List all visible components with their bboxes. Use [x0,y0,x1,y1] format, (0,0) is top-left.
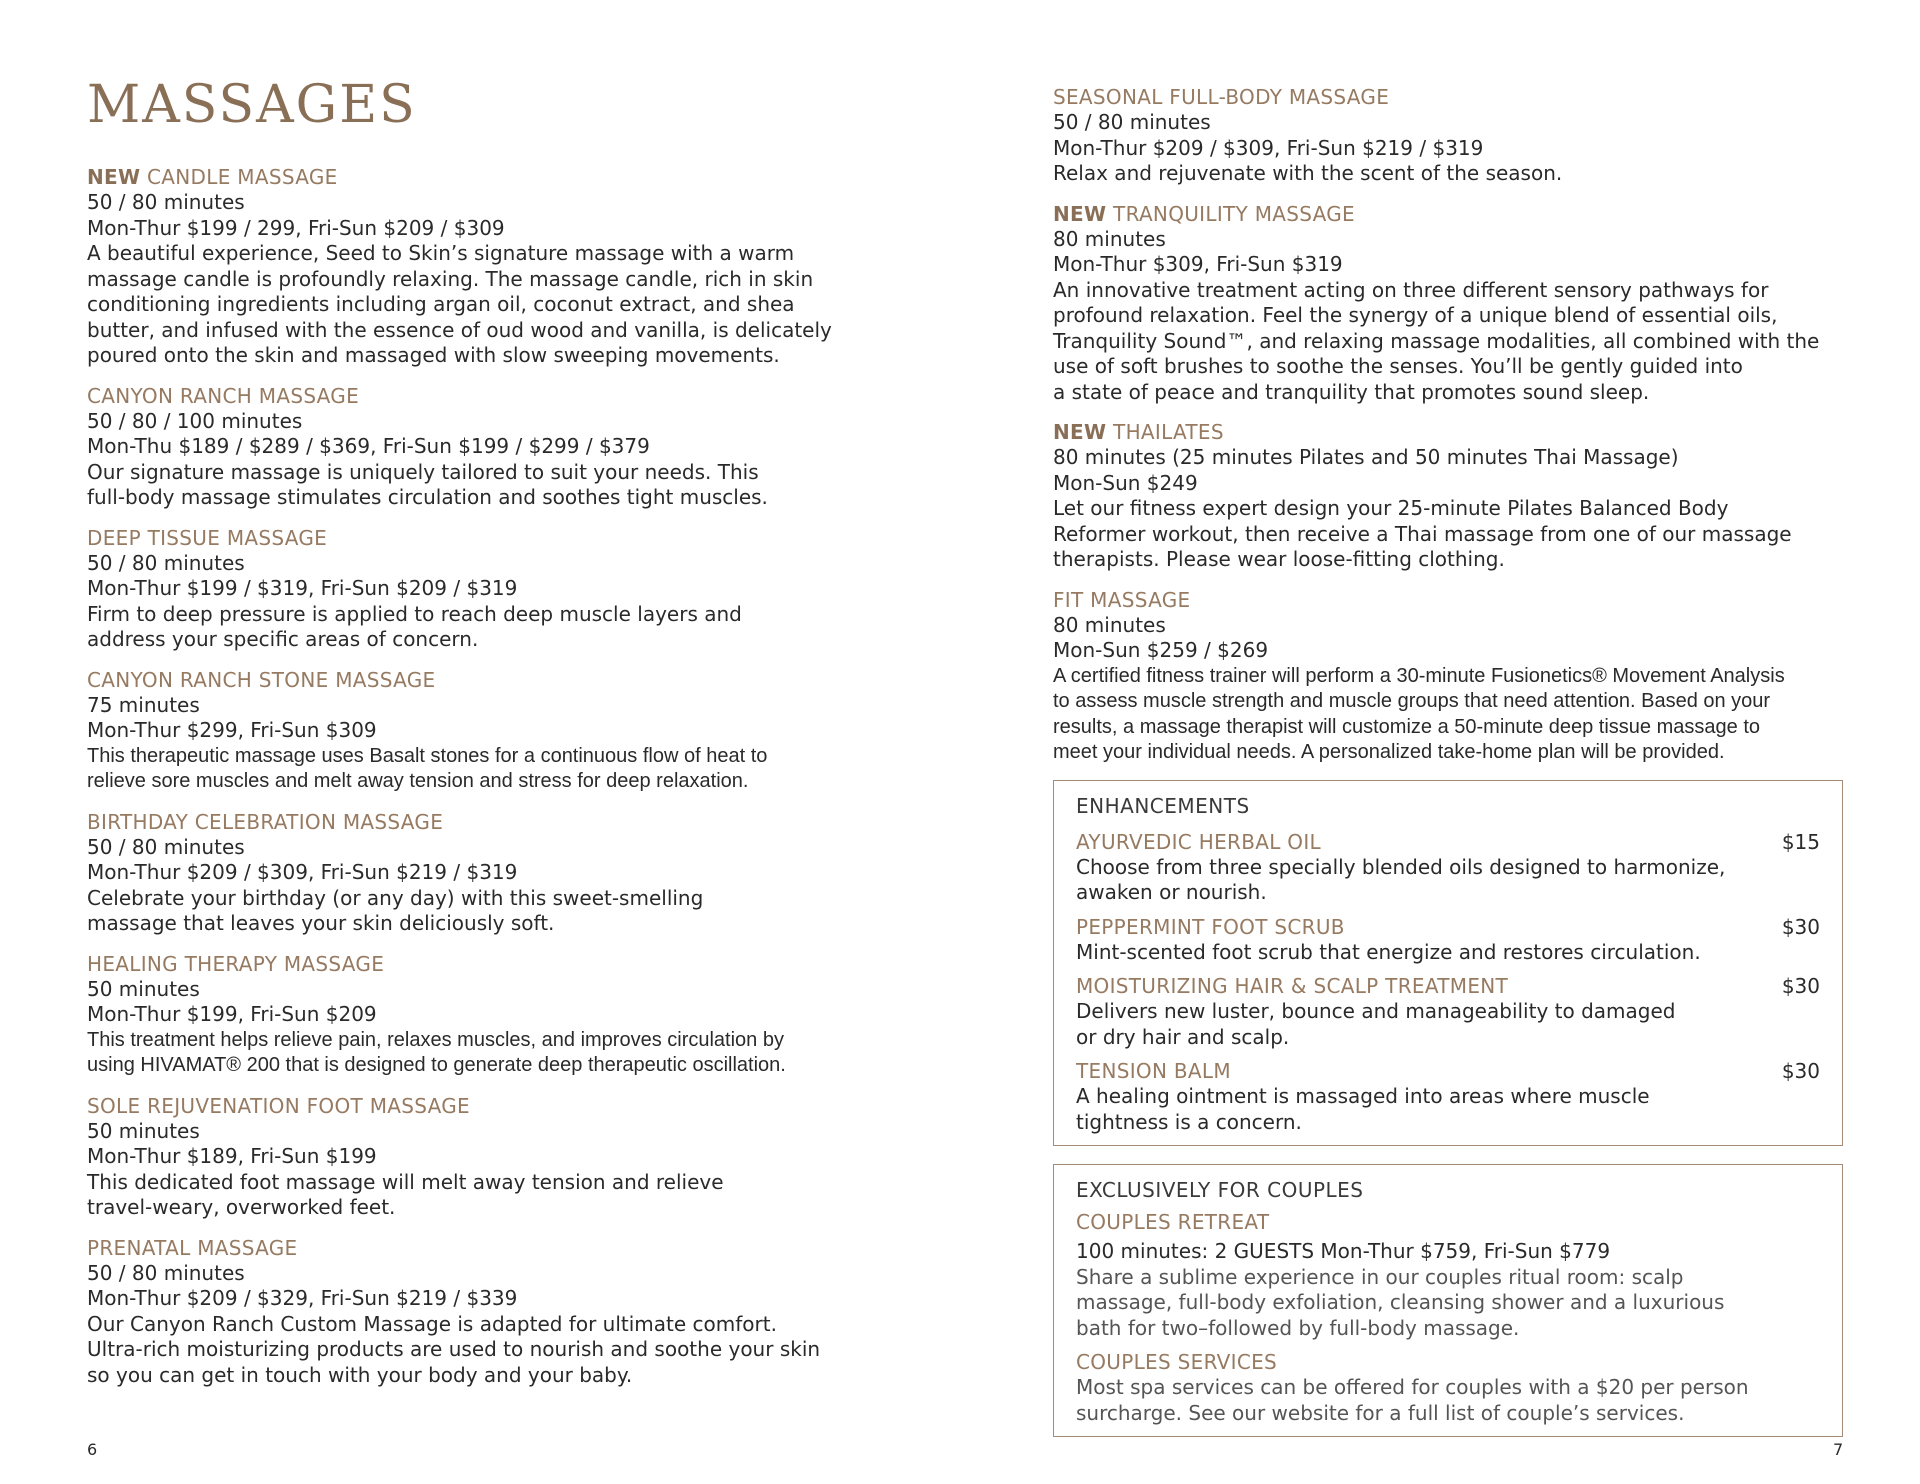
service-duration: 80 minutes [1053,612,1166,637]
service-desc-line: Celebrate your birthday (or any day) with this sweet-smelling [87,885,704,910]
service-foot-massage [87,1093,887,1221]
service-thailates [1053,419,1843,573]
left-page [87,70,887,1402]
service-candle-massage [87,164,887,369]
service-desc-line: butter, and infused with the essence of oud wood and vanilla, is delicately [87,317,832,342]
service-seasonal-massage [1053,84,1843,187]
enhancement-price: $30 [1781,1059,1820,1083]
service-price: Mon-Thur $199, Fri-Sun $209 [87,1002,377,1026]
service-canyon-ranch-massage [87,383,887,511]
service-price: Mon-Thur $189, Fri-Sun $199 [87,1144,377,1168]
couples-title: EXCLUSIVELY FOR COUPLES [1076,1178,1364,1202]
couples-services-desc-line: Most spa services can be offered for couples with a $20 per person [1076,1375,1749,1399]
service-desc-line: a state of peace and tranquility that promotes sound sleep. [1053,379,1650,404]
service-desc-line: using HIVAMAT® 200 that is designed to generate deep therapeutic oscillation. [87,1054,786,1076]
couples-services-desc-line: surcharge. See our website for a full list of couple’s services. [1076,1400,1685,1425]
couples-retreat-desc-line: massage, full-body exfoliation, cleansing shower and a luxurious [1076,1290,1725,1314]
service-desc-line: so you can get in touch with your body and your baby. [87,1362,633,1387]
service-duration: 75 minutes [87,692,200,717]
service-desc-line: address your specific areas of concern. [87,627,479,651]
service-title: CANYON RANCH MASSAGE [87,383,360,408]
service-duration: 50 / 80 minutes [87,834,245,859]
service-desc-line: Firm to deep pressure is applied to reach deep muscle layers and [87,601,742,626]
service-desc-line: meet your individual needs. A personalized take-home plan will be provided. [1053,741,1725,763]
service-name [1053,419,1843,445]
service-title: DEEP TISSUE MASSAGE [87,525,328,550]
service-duration: 50 / 80 minutes [87,190,245,214]
service-title: BIRTHDAY CELEBRATION MASSAGE [87,809,444,834]
page-title: MASSAGES [87,75,417,135]
service-desc-line: massage that leaves your skin deliciously soft. [87,911,555,935]
service-desc-line: relieve sore muscles and melt away tension and stress for deep relaxation. [87,770,749,792]
service-desc-line: Ultra-rich moisturizing products are used to nourish and soothe your skin [87,1337,821,1361]
enhancement-price: $30 [1781,974,1820,998]
service-desc-line: Relax and rejuvenate with the scent of the season. [1053,161,1563,185]
service-price: Mon-Thu $189 / $289 / $369, Fri-Sun $199 / $299 / $379 [87,434,650,458]
service-desc-line: travel-weary, overworked feet. [87,1195,396,1219]
service-price: Mon-Thur $209 / $309, Fri-Sun $219 / $319 [87,860,518,884]
service-deep-tissue-massage [87,525,887,653]
service-desc-line: poured onto the skin and massaged with slow sweeping movements. [87,343,780,367]
enhancement-item [1076,829,1820,906]
service-desc-line: therapists. Please wear loose-fitting clothing. [1053,547,1505,571]
service-name [1053,201,1843,227]
service-price: Mon-Sun $249 [1053,470,1198,495]
new-badge: NEW [87,165,141,189]
enhancements-title: ENHANCEMENTS [1076,793,1250,818]
service-price: Mon-Thur $199 / $319, Fri-Sun $209 / $319 [87,576,518,600]
service-title: CANYON RANCH STONE MASSAGE [87,667,436,692]
service-desc-line: Our Canyon Ranch Custom Massage is adapted for ultimate comfort. [87,1311,777,1336]
couples-retreat-desc-line: bath for two–followed by full-body massage. [1076,1315,1520,1340]
service-desc-line: Let our fitness expert design your 25-minute Pilates Balanced Body [1053,496,1729,520]
service-price: Mon-Thur $209 / $309, Fri-Sun $219 / $319 [1053,135,1484,160]
service-duration: 50 / 80 minutes [1053,110,1211,134]
service-name [87,164,887,190]
service-desc-line: conditioning ingredients including argan oil, coconut extract, and shea [87,292,795,316]
enhancement-name: PEPPERMINT FOOT SCRUB [1076,914,1345,939]
couples-retreat-price: 100 minutes: 2 GUESTS Mon-Thur $759, Fri-Sun $779 [1076,1239,1611,1263]
couples-retreat-desc-line: Share a sublime experience in our couples ritual room: scalp [1076,1264,1684,1289]
service-title: CANDLE MASSAGE [147,165,338,189]
page-number-right: 7 [1833,1440,1844,1459]
service-duration: 50 / 80 / 100 minutes [87,408,303,433]
page-number-left: 6 [87,1440,98,1459]
service-desc-line: to assess muscle strength and muscle groups that need attention. Based on your [1053,690,1771,712]
enhancement-price: $30 [1781,914,1820,939]
couples-services-name: COUPLES SERVICES [1076,1350,1278,1374]
service-title: FIT MASSAGE [1053,587,1191,612]
service-title: THAILATES [1113,420,1224,444]
service-duration: 50 minutes [87,976,200,1001]
couples-retreat-name: COUPLES RETREAT [1076,1210,1270,1234]
service-duration: 50 minutes [87,1118,200,1143]
service-duration: 50 / 80 minutes [87,1260,245,1285]
service-desc-line: This treatment helps relieve pain, relaxes muscles, and improves circulation by [87,1028,784,1051]
service-desc-line: An innovative treatment acting on three different sensory pathways for [1053,277,1769,302]
service-birthday-massage [87,809,887,937]
enhancement-item [1076,973,1820,1050]
enhancement-desc-line: or dry hair and scalp. [1076,1024,1290,1049]
service-fit-massage [1053,587,1843,766]
service-title: PRENATAL MASSAGE [87,1235,298,1260]
enhancements-box [1053,780,1843,1147]
service-desc-line: A beautiful experience, Seed to Skin’s signature massage with a warm [87,241,795,265]
enhancement-name: MOISTURIZING HAIR & SCALP TREATMENT [1076,974,1509,998]
service-desc-line: full-body massage stimulates circulation and soothes tight muscles. [87,485,768,509]
service-price: Mon-Thur $199 / 299, Fri-Sun $209 / $309 [87,215,505,240]
service-desc-line: This dedicated foot massage will melt away tension and relieve [87,1169,724,1194]
service-desc-line: This therapeutic massage uses Basalt stones for a continuous flow of heat to [87,744,768,767]
service-title: TRANQUILITY MASSAGE [1113,201,1355,226]
service-desc-line: Reformer workout, then receive a Thai massage from one of our massage [1053,521,1792,546]
service-duration: 80 minutes (25 minutes Pilates and 50 minutes Thai Massage) [1053,445,1679,469]
enhancement-name: AYURVEDIC HERBAL OIL [1076,829,1321,854]
enhancement-item [1076,1058,1820,1135]
service-duration: 80 minutes [1053,226,1166,251]
enhancement-name: TENSION BALM [1076,1059,1231,1083]
service-desc-line: Tranquility Sound™, and relaxing massage modalities, all combined with the [1053,328,1820,353]
new-badge: NEW [1053,420,1107,444]
service-price: Mon-Thur $209 / $329, Fri-Sun $219 / $339 [87,1286,518,1310]
service-price: Mon-Sun $259 / $269 [1053,638,1269,662]
service-title: SEASONAL FULL-BODY MASSAGE [1053,85,1390,109]
service-title: SOLE REJUVENATION FOOT MASSAGE [87,1093,470,1118]
couples-box [1053,1164,1843,1437]
enhancement-desc-line: awaken or nourish. [1076,880,1267,904]
service-desc-line: profound relaxation. Feel the synergy of a unique blend of essential oils, [1053,303,1778,327]
new-badge: NEW [1053,201,1107,226]
service-duration: 50 / 80 minutes [87,550,245,575]
service-desc-line: use of soft brushes to soothe the senses. You’ll be gently guided into [1053,354,1743,378]
service-prenatal-massage [87,1235,887,1389]
service-price: Mon-Thur $299, Fri-Sun $309 [87,718,377,742]
right-page [1053,84,1843,1455]
service-desc-line: Our signature massage is uniquely tailored to suit your needs. This [87,459,759,484]
service-desc-line: A certified fitness trainer will perform a 30-minute Fusionetics® Movement Analysis [1053,664,1785,687]
enhancement-desc-line: tightness is a concern. [1076,1109,1302,1134]
service-stone-massage [87,667,887,795]
enhancement-desc-line: A healing ointment is massaged into areas where muscle [1076,1084,1650,1108]
enhancement-desc-line: Mint-scented foot scrub that energize and restores circulation. [1076,939,1701,964]
enhancement-item [1076,914,1820,966]
service-tranquility-massage [1053,201,1843,406]
enhancement-desc-line: Delivers new luster, bounce and manageability to damaged [1076,999,1676,1023]
service-desc-line: massage candle is profoundly relaxing. The massage candle, rich in skin [87,266,814,291]
service-desc-line: results, a massage therapist will customize a 50-minute deep tissue massage to [1053,715,1761,738]
enhancement-price: $15 [1781,829,1820,854]
service-healing-therapy-massage [87,951,887,1079]
enhancement-desc-line: Choose from three specially blended oils designed to harmonize, [1076,854,1726,879]
service-title: HEALING THERAPY MASSAGE [87,951,385,976]
service-price: Mon-Thur $309, Fri-Sun $319 [1053,252,1343,276]
